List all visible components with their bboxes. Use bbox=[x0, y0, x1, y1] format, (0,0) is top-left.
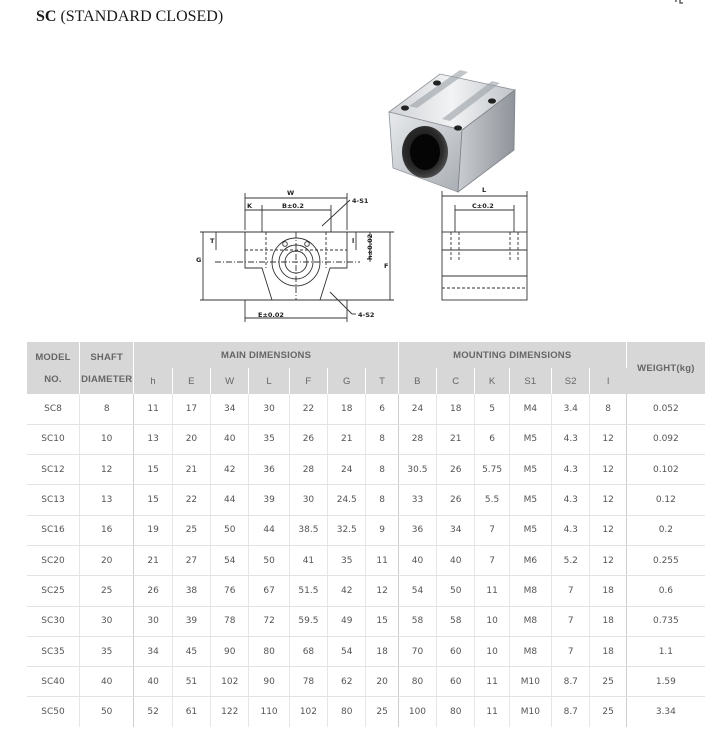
table-cell: 21 bbox=[134, 545, 172, 575]
table-cell: 39 bbox=[249, 485, 289, 515]
table-cell: 8.7 bbox=[552, 697, 590, 727]
model-cell: SC20 bbox=[27, 545, 79, 575]
table-cell: 54 bbox=[328, 636, 366, 666]
table-cell: 15 bbox=[366, 606, 398, 636]
header-model: MODEL NO. bbox=[27, 342, 79, 394]
table-cell: 0.6 bbox=[626, 576, 705, 606]
table-cell: 4.3 bbox=[552, 515, 590, 545]
subheader-g: G bbox=[328, 368, 366, 394]
label-f: F bbox=[384, 262, 389, 270]
table-cell: 26 bbox=[134, 576, 172, 606]
table-cell: 8.7 bbox=[552, 667, 590, 697]
table-cell: 11 bbox=[475, 667, 509, 697]
header-main-dimensions: MAIN DIMENSIONS bbox=[134, 342, 398, 368]
table-cell: 12 bbox=[590, 424, 626, 454]
product-figure bbox=[0, 0, 728, 340]
label-l: l bbox=[352, 237, 355, 245]
table-cell: M5 bbox=[509, 485, 551, 515]
table-cell: 20 bbox=[366, 667, 398, 697]
table-cell: 18 bbox=[437, 394, 475, 424]
table-cell: 49 bbox=[328, 606, 366, 636]
table-cell: 35 bbox=[249, 424, 289, 454]
table-cell: 8 bbox=[366, 455, 398, 485]
table-cell: 80 bbox=[249, 636, 289, 666]
table-cell: 11 bbox=[475, 576, 509, 606]
table-cell: 0.2 bbox=[626, 515, 705, 545]
table-cell: 3.34 bbox=[655, 707, 676, 718]
table-cell: 52 bbox=[134, 697, 172, 727]
table-cell: 60 bbox=[437, 636, 475, 666]
header-shaft: SHAFT DIAMETER bbox=[79, 342, 133, 394]
table-cell: 27 bbox=[172, 545, 210, 575]
table-cell: 18 bbox=[590, 576, 626, 606]
table-cell: 15 bbox=[134, 455, 172, 485]
table-cell: 32.5 bbox=[328, 515, 366, 545]
table-cell: 18 bbox=[366, 636, 398, 666]
table-cell: 68 bbox=[289, 636, 327, 666]
subheader-k: K bbox=[475, 368, 509, 394]
table-cell: 40 bbox=[398, 545, 436, 575]
table-cell: 18 bbox=[590, 636, 626, 666]
label-e: E±0.02 bbox=[258, 311, 284, 319]
table-cell: 61 bbox=[172, 697, 210, 727]
table-cell: 21 bbox=[328, 424, 366, 454]
table-cell: 26 bbox=[437, 455, 475, 485]
table-cell: 30 bbox=[249, 394, 289, 424]
table-cell: 12 bbox=[79, 455, 133, 485]
table-cell: 80 bbox=[398, 667, 436, 697]
table-cell: 18 bbox=[328, 394, 366, 424]
table-cell: 7 bbox=[475, 515, 509, 545]
table-cell: 58 bbox=[398, 606, 436, 636]
table-cell: 24 bbox=[398, 394, 436, 424]
table-cell: 62 bbox=[328, 667, 366, 697]
model-cell: SC25 bbox=[27, 576, 79, 606]
table-cell: 24.5 bbox=[328, 485, 366, 515]
table-cell: 30.5 bbox=[398, 455, 436, 485]
table-cell: 1.1 bbox=[626, 636, 705, 666]
label-s1: 4-S1 bbox=[352, 197, 369, 205]
table-cell: 76 bbox=[211, 576, 249, 606]
table-cell: 12 bbox=[590, 545, 626, 575]
model-cell: SC30 bbox=[27, 606, 79, 636]
table-cell: 26 bbox=[437, 485, 475, 515]
table-cell: 7 bbox=[475, 545, 509, 575]
table-cell: 0.255 bbox=[626, 545, 705, 575]
model-cell: SC35 bbox=[27, 636, 79, 666]
table-cell: 54 bbox=[398, 576, 436, 606]
table-cell: M10 bbox=[509, 697, 551, 727]
table-cell: 78 bbox=[289, 667, 327, 697]
table-cell: 0.12 bbox=[626, 485, 705, 515]
table-cell: 40 bbox=[79, 667, 133, 697]
table-cell: 4.3 bbox=[552, 485, 590, 515]
title-code: SC bbox=[36, 8, 57, 25]
table-cell: M5 bbox=[509, 455, 551, 485]
label-k: K bbox=[247, 202, 253, 210]
table-cell: 25 bbox=[366, 697, 398, 727]
table-cell: 12 bbox=[590, 455, 626, 485]
table-cell: 30 bbox=[79, 606, 133, 636]
header-weight: WEIGHT(kg) bbox=[626, 342, 705, 394]
table-row bbox=[27, 545, 705, 575]
bearing-block-photo bbox=[389, 70, 515, 192]
table-cell: M5 bbox=[509, 424, 551, 454]
table-cell: 12 bbox=[590, 515, 626, 545]
front-view-drawing bbox=[200, 193, 394, 322]
table-cell: 54 bbox=[211, 545, 249, 575]
table-cell: 40 bbox=[211, 424, 249, 454]
subheader-l: L bbox=[249, 368, 289, 394]
table-cell: 67 bbox=[249, 576, 289, 606]
table-cell: 102 bbox=[289, 697, 327, 727]
label-w: W bbox=[287, 189, 295, 197]
table-cell: 8 bbox=[366, 485, 398, 515]
table-cell: 34 bbox=[437, 515, 475, 545]
table-cell: 50 bbox=[79, 697, 133, 727]
table-cell: 0.735 bbox=[626, 606, 705, 636]
table-cell: 4.3 bbox=[552, 424, 590, 454]
model-cell: SC8 bbox=[27, 394, 79, 424]
table-cell: M5 bbox=[509, 515, 551, 545]
label-g: G bbox=[196, 256, 202, 264]
label-L: L bbox=[482, 186, 487, 194]
table-cell: 50 bbox=[249, 545, 289, 575]
table-cell: 90 bbox=[211, 636, 249, 666]
title-text: (STANDARD CLOSED) bbox=[60, 8, 224, 25]
table-cell: 5.75 bbox=[475, 455, 509, 485]
table-cell: 0.052 bbox=[626, 394, 705, 424]
table-cell: 12 bbox=[590, 485, 626, 515]
table-cell: 33 bbox=[398, 485, 436, 515]
table-row bbox=[27, 576, 705, 606]
table-cell: 1.59 bbox=[626, 667, 705, 697]
table-cell: 22 bbox=[172, 485, 210, 515]
table-cell: 6 bbox=[475, 424, 509, 454]
table-cell: 7 bbox=[552, 636, 590, 666]
header-mounting-dimensions: MOUNTING DIMENSIONS bbox=[398, 342, 626, 368]
table-cell: 10 bbox=[475, 636, 509, 666]
table-cell: 11 bbox=[366, 545, 398, 575]
table-cell: 15 bbox=[134, 485, 172, 515]
table-row bbox=[27, 606, 705, 636]
table-cell: M8 bbox=[509, 576, 551, 606]
table-cell: 11 bbox=[475, 697, 509, 727]
subheader-b: B bbox=[398, 368, 436, 394]
table-row bbox=[27, 424, 705, 454]
table-cell: 30 bbox=[134, 606, 172, 636]
table-cell: 25 bbox=[590, 667, 626, 697]
table-row bbox=[27, 636, 705, 666]
label-b: B±0.2 bbox=[282, 202, 304, 210]
label-s2: 4-S2 bbox=[358, 311, 375, 319]
table-cell: 42 bbox=[211, 455, 249, 485]
table-cell: 80 bbox=[328, 697, 366, 727]
table-cell: 122 bbox=[211, 697, 249, 727]
table-cell: 3.4 bbox=[552, 394, 590, 424]
table-cell: M8 bbox=[509, 636, 551, 666]
table-cell: 58 bbox=[437, 606, 475, 636]
table-cell: 36 bbox=[249, 455, 289, 485]
table-cell: M8 bbox=[509, 606, 551, 636]
table-cell: 8 bbox=[79, 394, 133, 424]
model-cell: SC16 bbox=[27, 515, 79, 545]
table-cell: 4.3 bbox=[552, 455, 590, 485]
table-cell: 6 bbox=[366, 394, 398, 424]
table-cell: 34 bbox=[211, 394, 249, 424]
table-cell: 90 bbox=[249, 667, 289, 697]
table-cell: 102 bbox=[211, 667, 249, 697]
table-cell: 28 bbox=[289, 455, 327, 485]
table-cell: 5.2 bbox=[552, 545, 590, 575]
label-c: C±0.2 bbox=[472, 202, 494, 210]
table-cell: 41 bbox=[289, 545, 327, 575]
table-cell: 20 bbox=[172, 424, 210, 454]
subheader-s2: S2 bbox=[552, 368, 590, 394]
table-cell: 0.092 bbox=[626, 424, 705, 454]
table-cell: 35 bbox=[328, 545, 366, 575]
table-cell: 42 bbox=[328, 576, 366, 606]
table-row bbox=[27, 455, 705, 485]
table-row bbox=[27, 485, 705, 515]
table-cell: 100 bbox=[398, 697, 436, 727]
table-cell: 72 bbox=[249, 606, 289, 636]
table-cell: 13 bbox=[79, 485, 133, 515]
subheader-h: h bbox=[134, 368, 172, 394]
table-cell: 8 bbox=[366, 424, 398, 454]
table-cell: M10 bbox=[509, 667, 551, 697]
table-cell: 110 bbox=[249, 697, 289, 727]
model-cell: SC12 bbox=[27, 455, 79, 485]
table-cell: 36 bbox=[398, 515, 436, 545]
table-cell: 39 bbox=[172, 606, 210, 636]
table-cell: 25 bbox=[590, 697, 626, 727]
table-cell: 44 bbox=[211, 485, 249, 515]
table-cell: 8 bbox=[590, 394, 626, 424]
table-cell: 12 bbox=[366, 576, 398, 606]
subheader-e: E bbox=[172, 368, 210, 394]
table-cell: M4 bbox=[509, 394, 551, 424]
table-cell: 50 bbox=[437, 576, 475, 606]
table-row bbox=[27, 667, 705, 697]
table-row bbox=[27, 515, 705, 545]
table-cell: 21 bbox=[172, 455, 210, 485]
table-cell: 40 bbox=[134, 667, 172, 697]
table-cell: 9 bbox=[366, 515, 398, 545]
table-cell: 22 bbox=[289, 394, 327, 424]
label-t: T bbox=[210, 237, 215, 245]
table-cell: 21 bbox=[437, 424, 475, 454]
table-cell: 5.5 bbox=[475, 485, 509, 515]
table-cell: 38 bbox=[172, 576, 210, 606]
table-cell: 10 bbox=[79, 424, 133, 454]
table-cell: 25 bbox=[79, 576, 133, 606]
table-cell: 40 bbox=[437, 545, 475, 575]
model-cell: SC40 bbox=[27, 667, 79, 697]
table-cell: 60 bbox=[437, 667, 475, 697]
table-cell: M6 bbox=[509, 545, 551, 575]
table-cell: 7 bbox=[552, 576, 590, 606]
table-cell: 13 bbox=[134, 424, 172, 454]
table-cell: 19 bbox=[134, 515, 172, 545]
subheader-c: C bbox=[437, 368, 475, 394]
table-cell: 51.5 bbox=[289, 576, 327, 606]
table-cell: 35 bbox=[79, 636, 133, 666]
table-cell: 10 bbox=[475, 606, 509, 636]
model-cell: SC10 bbox=[27, 424, 79, 454]
table-cell: 17 bbox=[172, 394, 210, 424]
table-cell: 34 bbox=[134, 636, 172, 666]
table-cell: 7 bbox=[552, 606, 590, 636]
table-cell: 26 bbox=[289, 424, 327, 454]
table-cell: 30 bbox=[289, 485, 327, 515]
table-cell: 0.102 bbox=[626, 455, 705, 485]
table-cell: 38.5 bbox=[289, 515, 327, 545]
table-cell: 80 bbox=[437, 697, 475, 727]
table-cell: 25 bbox=[172, 515, 210, 545]
table-cell: 24 bbox=[328, 455, 366, 485]
table-cell: 59.5 bbox=[289, 606, 327, 636]
table-cell: 28 bbox=[398, 424, 436, 454]
table-row bbox=[27, 394, 705, 424]
model-cell: SC13 bbox=[27, 485, 79, 515]
table-cell: 5 bbox=[475, 394, 509, 424]
table-cell: 78 bbox=[211, 606, 249, 636]
subheader-l: l bbox=[590, 368, 626, 394]
table-cell: 20 bbox=[79, 545, 133, 575]
table-cell: 44 bbox=[249, 515, 289, 545]
subheader-s1: S1 bbox=[509, 368, 551, 394]
table-row bbox=[27, 697, 705, 727]
spec-table bbox=[27, 342, 705, 727]
table-cell: 51 bbox=[172, 667, 210, 697]
subheader-w: W bbox=[211, 368, 249, 394]
model-cell: SC50 bbox=[27, 697, 79, 727]
table-cell: 16 bbox=[79, 515, 133, 545]
table-cell: 70 bbox=[398, 636, 436, 666]
label-h: h±0.02 bbox=[366, 233, 374, 260]
subheader-f: F bbox=[289, 368, 327, 394]
table-cell: 18 bbox=[590, 606, 626, 636]
table-cell: 50 bbox=[211, 515, 249, 545]
subheader-t: T bbox=[366, 368, 398, 394]
table-cell: 11 bbox=[134, 394, 172, 424]
table-cell: 45 bbox=[172, 636, 210, 666]
